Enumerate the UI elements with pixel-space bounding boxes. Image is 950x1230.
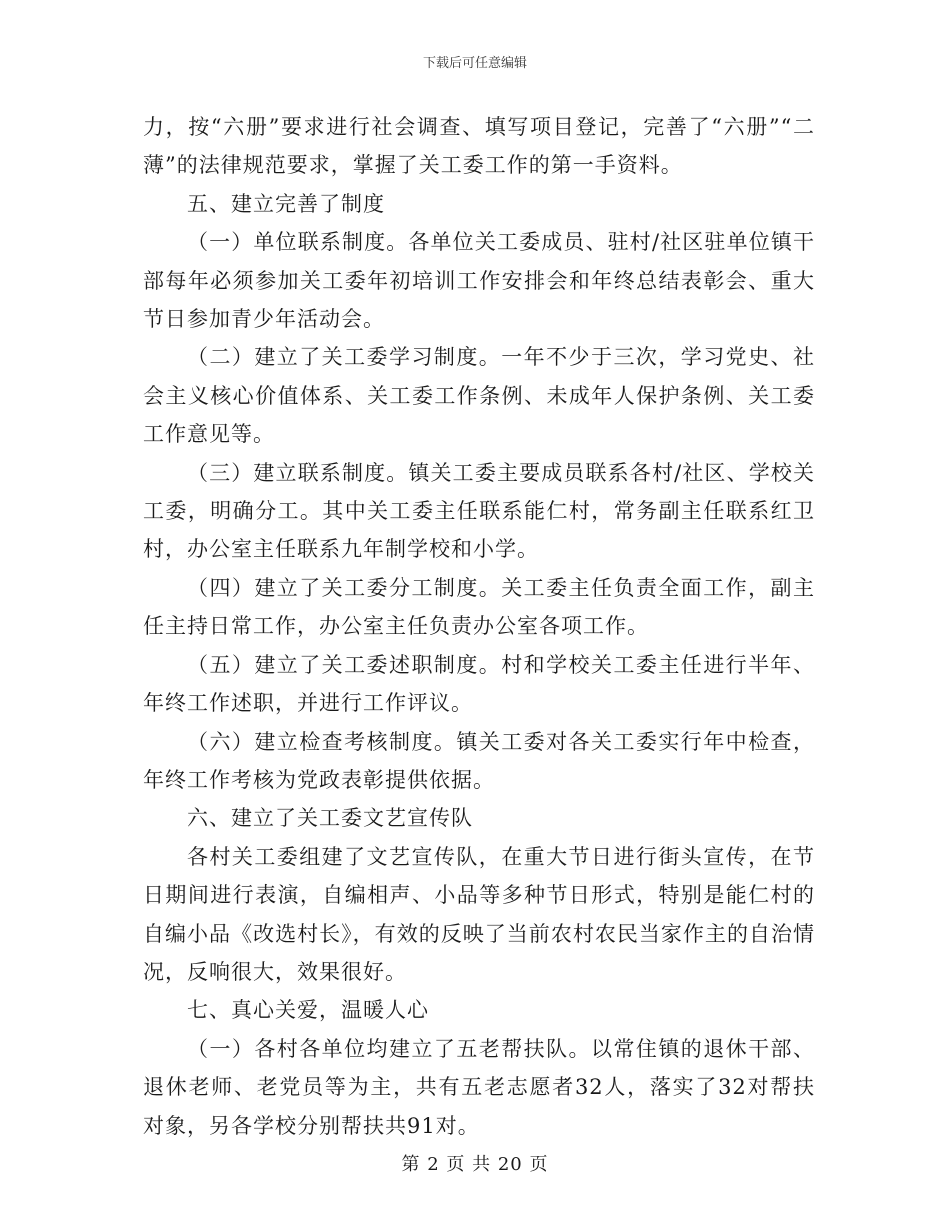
paragraph: （四）建立了关工委分工制度。关工委主任负责全面工作，副主任主持日常工作，办公室主任负责办公室各项工作。 (143, 575, 815, 639)
paragraph: （六）建立检查考核制度。镇关工委对各关工委实行年中检查，年终工作考核为党政表彰提供依据。 (143, 729, 815, 792)
section-heading: 七、真心关爱，温暖人心 (187, 998, 429, 1023)
section-heading: 六、建立了关工委文艺宣传队 (187, 806, 473, 831)
paragraph: （二）建立了关工委学习制度。一年不少于三次，学习党史、社会主义核心价值体系、关工委工作条例、未成年人保护条例、关工委工作意见等。 (143, 345, 815, 447)
page-footer: 第 2 页 共 20 页 (401, 1154, 549, 1175)
page-header: 下载后可任意编辑 (422, 56, 527, 71)
document-body (143, 108, 815, 1145)
paragraph: 各村关工委组建了文艺宣传队，在重大节日进行街头宣传，在节日期间进行表演，自编相声、小品等多种节日形式，特别是能仁村的自编小品《改选村长》，有效的反映了当前农村农民当家作主的自治情况，反响很大，效果很好。 (143, 844, 815, 984)
paragraph: 力，按“六册”要求进行社会调查、填写项目登记，完善了“六册”“二薄”的法律规范要求，掌握了关工委工作的第一手资料。 (143, 115, 815, 178)
paragraph: （五）建立了关工委述职制度。村和学校关工委主任进行半年、年终工作述职，并进行工作评议。 (143, 652, 815, 716)
paragraph: （一）各村各单位均建立了五老帮扶队。以常住镇的退休干部、退休老师、老党员等为主，共有五老志愿者32人，落实了32对帮扶对象，另各学校分别帮扶共91对。 (143, 1036, 815, 1138)
section-heading: 五、建立完善了制度 (187, 191, 385, 216)
paragraph: （三）建立联系制度。镇关工委主要成员联系各村/社区、学校关工委，明确分工。其中关工委主任联系能仁村，常务副主任联系红卫村，办公室主任联系九年制学校和小学。 (143, 460, 815, 562)
paragraph: （一）单位联系制度。各单位关工委成员、驻村/社区驻单位镇干部每年必须参加关工委年初培训工作安排会和年终总结表彰会、重大节日参加青少年活动会。 (143, 230, 815, 332)
